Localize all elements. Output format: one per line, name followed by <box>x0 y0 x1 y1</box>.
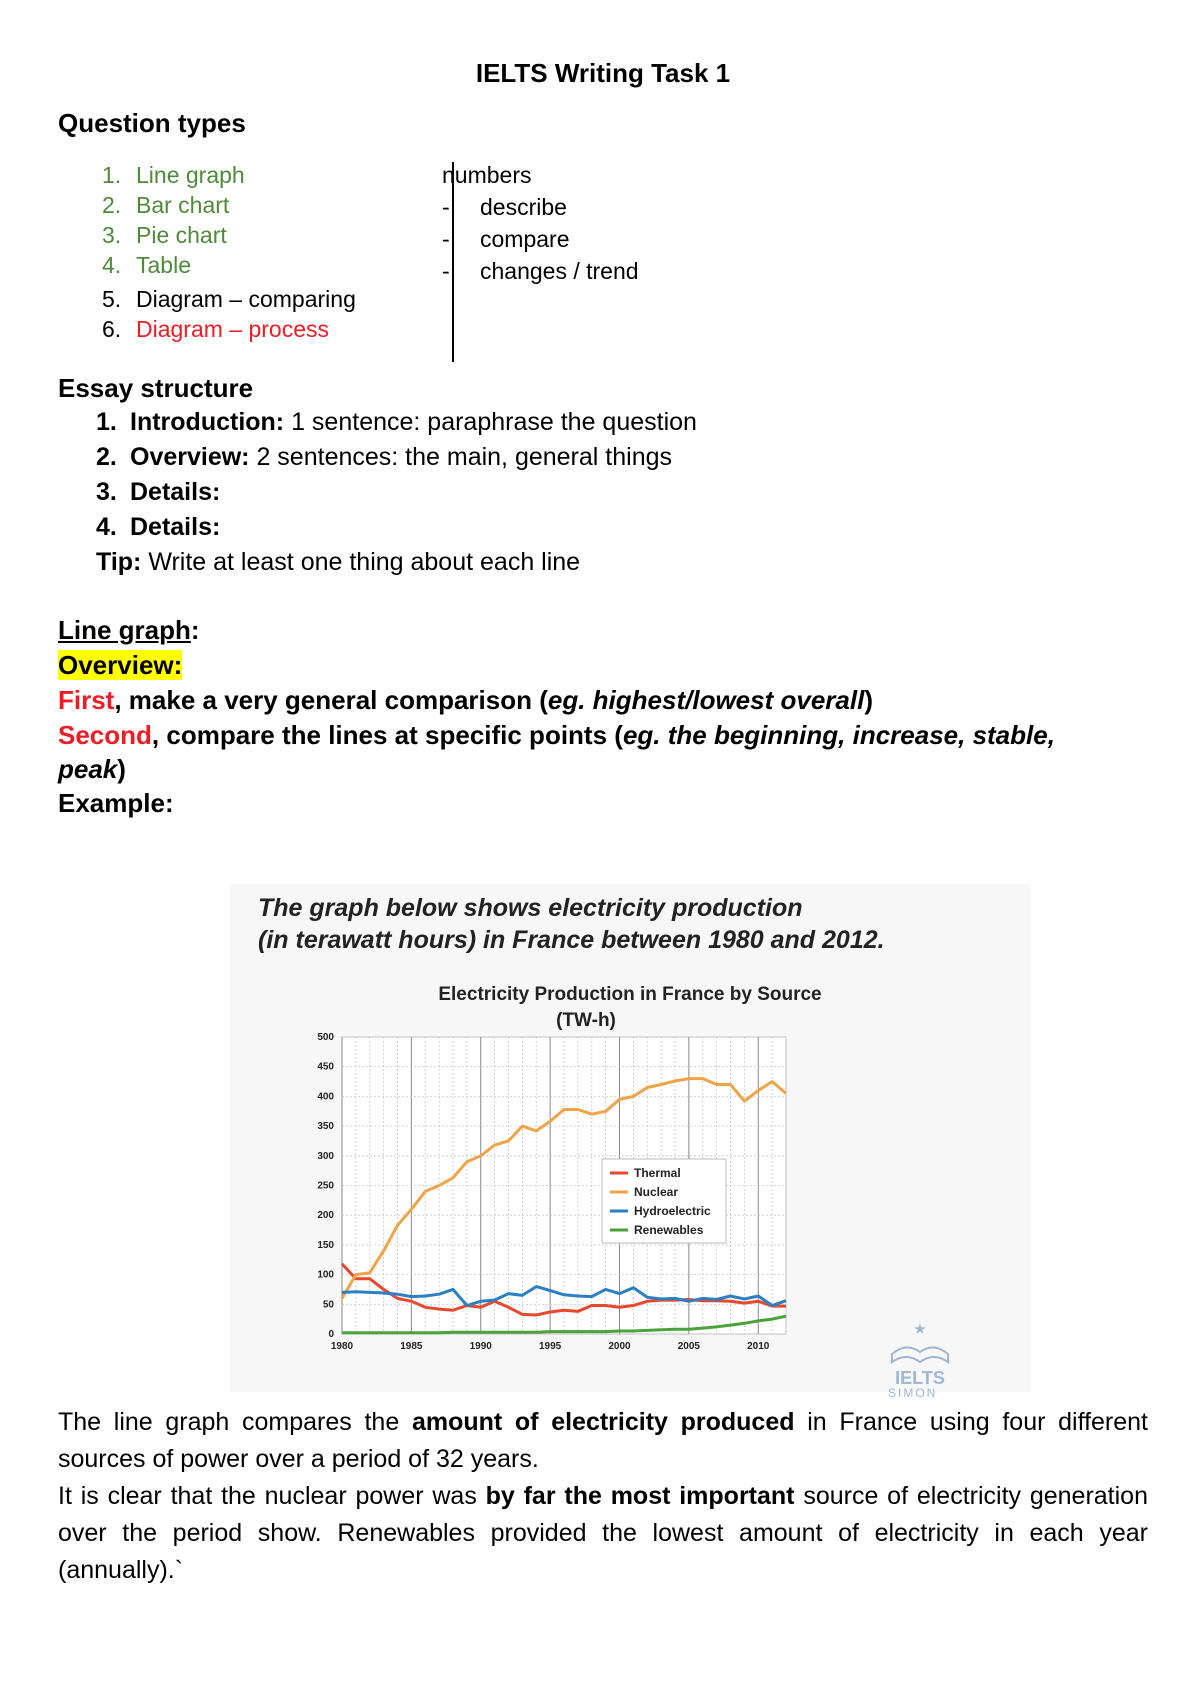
question-type-item: 6. Diagram – process <box>102 316 330 342</box>
star-icon: ★ <box>913 1321 927 1338</box>
y-tick-label: 200 <box>317 1210 334 1222</box>
first-instruction: First, make a very general comparison (eg. highest/lowest overall) <box>58 685 873 715</box>
question-types-list <box>102 162 454 362</box>
chart-title: Electricity Production in France by Source <box>438 984 822 1005</box>
notes-heading: numbers <box>442 162 532 188</box>
y-tick-label: 0 <box>328 1329 334 1340</box>
x-tick-label: 1980 <box>330 1341 354 1352</box>
legend-label: Thermal <box>634 1166 681 1180</box>
essay-item: 4. Details: <box>96 513 221 541</box>
y-tick-label: 300 <box>317 1150 334 1162</box>
question-type-item: 5. Diagram – comparing <box>102 286 356 312</box>
chart-subtitle: (TW-h) <box>556 1010 616 1031</box>
question-types-heading: Question types <box>58 108 246 138</box>
y-tick-label: 50 <box>322 1299 334 1311</box>
essay-tip: Tip: Write at least one thing about each line <box>96 548 581 576</box>
second-instruction-cont: peak) <box>58 754 126 784</box>
y-tick-label: 250 <box>317 1180 334 1192</box>
x-tick-label: 2005 <box>677 1341 700 1352</box>
line-graph-heading: Line graph: <box>58 615 200 645</box>
paragraph-overview: It is clear that the nuclear power was by far the most important source of electricity generation over the period show. Renewables provided the lowest amount of electricity in each year (annually).` <box>58 1482 1148 1584</box>
x-tick-label: 2010 <box>747 1341 770 1352</box>
y-tick-label: 400 <box>317 1091 334 1103</box>
figure-prompt-line1: The graph below shows electricity production <box>258 894 803 922</box>
note-item: - compare <box>442 226 570 252</box>
y-tick-label: 350 <box>317 1121 334 1133</box>
note-item: - changes / trend <box>442 258 639 284</box>
question-type-item: 1. Line graph <box>102 162 245 188</box>
essay-structure-heading: Essay structure <box>58 373 254 403</box>
x-tick-label: 1990 <box>469 1341 492 1352</box>
legend-label: Nuclear <box>634 1185 679 1199</box>
book-icon <box>892 1347 948 1362</box>
essay-item: 3. Details: <box>96 478 221 506</box>
logo-subtext: SIMON <box>888 1386 938 1400</box>
electricity-chart <box>230 884 1030 1392</box>
y-tick-label: 450 <box>317 1061 334 1073</box>
y-tick-label: 100 <box>317 1269 334 1281</box>
overview-label: Overview: <box>58 650 183 680</box>
note-item: - describe <box>442 194 567 220</box>
paragraph-intro: The line graph compares the amount of electricity produced in France using four different sources of power over a period of 32 years. <box>58 1408 1148 1473</box>
x-tick-label: 1995 <box>539 1341 562 1352</box>
y-tick-label: 150 <box>317 1239 334 1251</box>
question-type-item: 2. Bar chart <box>102 192 230 218</box>
y-tick-label: 500 <box>317 1032 334 1043</box>
example-label: Example: <box>58 788 174 818</box>
ielts-simon-logo <box>892 1321 948 1388</box>
question-type-item: 3. Pie chart <box>102 222 227 248</box>
essay-item: 1. Introduction: 1 sentence: paraphrase the question <box>96 408 697 436</box>
figure-prompt-line2: (in terawatt hours) in France between 1980 and 2012. <box>258 926 885 954</box>
x-tick-label: 1985 <box>400 1341 423 1352</box>
x-tick-label: 2000 <box>608 1341 631 1352</box>
essay-item: 2. Overview: 2 sentences: the main, general things <box>96 443 673 471</box>
legend-label: Renewables <box>634 1223 704 1237</box>
document-title: IELTS Writing Task 1 <box>475 58 731 88</box>
example-figure <box>230 884 1030 1392</box>
logo-text: IELTS <box>895 1368 945 1388</box>
second-instruction: Second, compare the lines at specific points (eg. the beginning, increase, stable, <box>58 720 1055 750</box>
question-type-item: 4. Table <box>102 252 191 278</box>
legend-label: Hydroelectric <box>634 1204 711 1218</box>
